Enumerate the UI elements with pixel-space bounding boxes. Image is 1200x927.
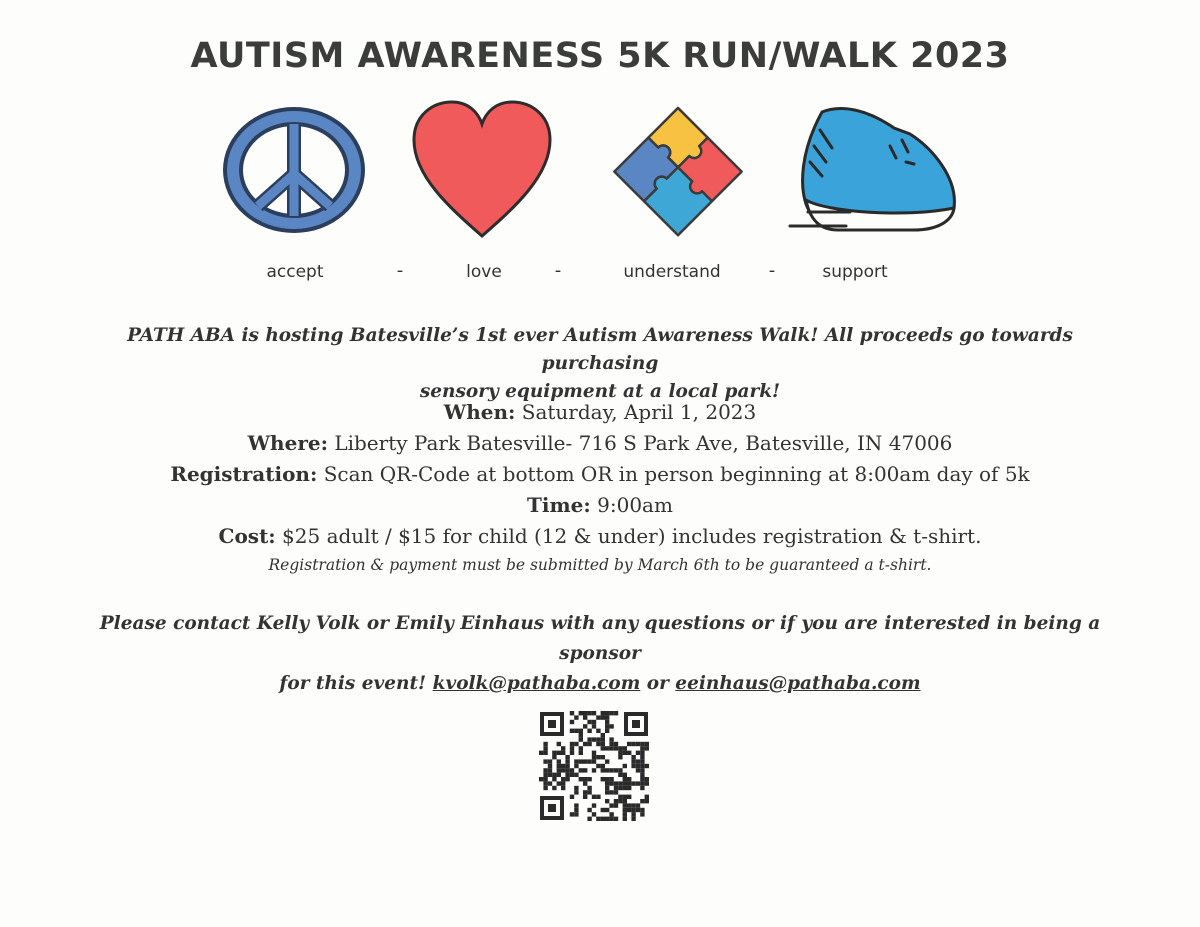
- qr-module: [543, 746, 547, 750]
- word-love: love: [466, 262, 502, 282]
- qr-module: [587, 720, 591, 724]
- qr-module: [623, 812, 627, 816]
- qr-module: [645, 777, 649, 781]
- qr-module: [640, 781, 644, 785]
- qr-module: [587, 729, 591, 733]
- registration-row: [60, 459, 1140, 490]
- event-details: [60, 397, 1140, 578]
- qr-module: [548, 764, 552, 768]
- contact-line: [80, 669, 1120, 699]
- qr-module: [627, 751, 631, 755]
- qr-module: [623, 764, 627, 768]
- qr-module: [592, 737, 596, 741]
- when-label: When:: [443, 400, 516, 424]
- qr-module: [623, 773, 627, 777]
- qr-module: [596, 795, 600, 799]
- qr-module: [557, 773, 561, 777]
- qr-module: [609, 812, 613, 816]
- heart-icon: [410, 100, 555, 240]
- qr-module: [557, 751, 561, 755]
- qr-module: [631, 759, 635, 763]
- qr-module: [605, 746, 609, 750]
- qr-module: [640, 764, 644, 768]
- qr-module: [579, 729, 583, 733]
- dash-separator: -: [396, 260, 404, 281]
- qr-module: [631, 742, 635, 746]
- qr-module: [565, 768, 569, 772]
- qr-module: [640, 755, 644, 759]
- qr-module: [596, 755, 600, 759]
- qr-module: [592, 795, 596, 799]
- qr-module: [614, 790, 618, 794]
- qr-module: [570, 795, 574, 799]
- qr-module: [579, 711, 583, 715]
- qr-module: [561, 777, 565, 781]
- qr-module: [601, 755, 605, 759]
- qr-module: [601, 742, 605, 746]
- qr-module: [574, 786, 578, 790]
- qr-module: [614, 711, 618, 715]
- qr-module: [623, 817, 627, 821]
- time-label: Time:: [527, 493, 591, 517]
- page-title: AUTISM AWARENESS 5K RUN/WALK 2023: [190, 36, 1010, 76]
- qr-module: [574, 803, 578, 807]
- qr-module: [561, 786, 565, 790]
- contact-paragraph: [80, 609, 1120, 699]
- registration-note: Registration & payment must be submitted by March 6th to be guaranteed a t-shirt.: [268, 556, 932, 574]
- qr-module: [640, 751, 644, 755]
- qr-module: [601, 737, 605, 741]
- contact-prefix: for this event!: [279, 673, 433, 694]
- qr-module: [583, 711, 587, 715]
- qr-module: [645, 781, 649, 785]
- qr-module: [596, 729, 600, 733]
- qr-module: [570, 720, 574, 724]
- qr-module: [609, 817, 613, 821]
- qr-module: [609, 781, 613, 785]
- qr-module: [623, 795, 627, 799]
- qr-module: [583, 724, 587, 728]
- qr-module: [552, 777, 556, 781]
- qr-module: [645, 764, 649, 768]
- qr-module: [592, 711, 596, 715]
- qr-module: [561, 751, 565, 755]
- qr-module: [548, 768, 552, 772]
- qr-module: [557, 768, 561, 772]
- word-understand: understand: [623, 262, 721, 282]
- qr-module: [631, 808, 635, 812]
- qr-module: [623, 751, 627, 755]
- qr-module: [640, 808, 644, 812]
- qr-module: [618, 768, 622, 772]
- qr-module: [640, 799, 644, 803]
- qr-module: [574, 759, 578, 763]
- qr-module: [583, 715, 587, 719]
- qr-module: [627, 742, 631, 746]
- qr-module: [570, 773, 574, 777]
- qr-module: [587, 786, 591, 790]
- qr-module: [614, 742, 618, 746]
- qr-module: [574, 808, 578, 812]
- where-value: Liberty Park Batesville- 716 S Park Ave, Batesville, IN 47006: [327, 431, 953, 455]
- qr-module: [587, 777, 591, 781]
- qr-module: [596, 742, 600, 746]
- qr-module: [570, 711, 574, 715]
- qr-module: [574, 812, 578, 816]
- qr-module: [601, 764, 605, 768]
- qr-module: [583, 777, 587, 781]
- qr-module: [574, 729, 578, 733]
- qr-module: [592, 755, 596, 759]
- qr-module: [609, 737, 613, 741]
- qr-module: [552, 751, 556, 755]
- qr-module: [587, 808, 591, 812]
- qr-module: [565, 759, 569, 763]
- peace-sign-icon: [218, 102, 370, 238]
- qr-module: [561, 764, 565, 768]
- qr-module: [614, 799, 618, 803]
- qr-module: [618, 755, 622, 759]
- intro-line: PATH ABA is hosting Batesville’s 1st ever Autism Awareness Walk! All proceeds go towards purchasing: [127, 325, 1073, 374]
- qr-module: [579, 733, 583, 737]
- qr-module: [605, 786, 609, 790]
- qr-module: [605, 724, 609, 728]
- qr-module: [587, 742, 591, 746]
- qr-module: [592, 768, 596, 772]
- qr-module: [570, 729, 574, 733]
- intro-line: sensory equipment at a local park!: [419, 381, 781, 402]
- qr-module: [579, 737, 583, 741]
- qr-module: [636, 781, 640, 785]
- qr-module: [570, 751, 574, 755]
- qr-module: [543, 768, 547, 772]
- where-row: [60, 428, 1140, 459]
- qr-module: [565, 755, 569, 759]
- qr-module: [640, 777, 644, 781]
- qr-module: [583, 781, 587, 785]
- qr-module: [627, 777, 631, 781]
- qr-module: [579, 768, 583, 772]
- qr-module: [565, 773, 569, 777]
- qr-module: [561, 768, 565, 772]
- qr-module: [557, 742, 561, 746]
- qr-module: [596, 737, 600, 741]
- qr-module: [561, 781, 565, 785]
- qr-module: [557, 764, 561, 768]
- qr-module: [623, 786, 627, 790]
- qr-module: [574, 715, 578, 719]
- qr-module: [605, 768, 609, 772]
- qr-module: [614, 803, 618, 807]
- qr-module: [636, 751, 640, 755]
- qr-module: [614, 817, 618, 821]
- intro-paragraph: [100, 322, 1100, 406]
- qr-module: [631, 817, 635, 821]
- qr-module: [605, 729, 609, 733]
- qr-module: [618, 773, 622, 777]
- qr-module: [640, 742, 644, 746]
- qr-module: [570, 812, 574, 816]
- qr-module: [601, 733, 605, 737]
- qr-module: [543, 759, 547, 763]
- qr-module: [596, 764, 600, 768]
- qr-module: [574, 742, 578, 746]
- qr-module: [636, 742, 640, 746]
- qr-module: [614, 768, 618, 772]
- qr-module: [561, 746, 565, 750]
- qr-module: [618, 746, 622, 750]
- contact-or: or: [640, 673, 676, 694]
- qr-module: [631, 803, 635, 807]
- qr-module: [636, 759, 640, 763]
- qr-module: [570, 746, 574, 750]
- qr-module: [592, 720, 596, 724]
- word-accept: accept: [266, 262, 324, 282]
- puzzle-pieces-icon: [602, 104, 754, 242]
- qr-module: [640, 768, 644, 772]
- qr-module: [570, 768, 574, 772]
- qr-module: [592, 751, 596, 755]
- qr-module: [605, 715, 609, 719]
- qr-module: [570, 742, 574, 746]
- qr-module: [539, 751, 543, 755]
- where-label: Where:: [247, 431, 328, 455]
- qr-module: [587, 711, 591, 715]
- qr-module: [640, 812, 644, 816]
- qr-module: [601, 777, 605, 781]
- time-row: [60, 490, 1140, 521]
- qr-module: [640, 786, 644, 790]
- qr-module: [543, 773, 547, 777]
- qr-module: [543, 781, 547, 785]
- qr-module: [583, 795, 587, 799]
- cost-label: Cost:: [218, 524, 276, 548]
- qr-module: [640, 773, 644, 777]
- qr-module: [609, 803, 613, 807]
- qr-module: [605, 790, 609, 794]
- qr-module: [574, 773, 578, 777]
- qr-module: [623, 777, 627, 781]
- qr-module: [605, 781, 609, 785]
- qr-module: [574, 790, 578, 794]
- qr-module: [548, 759, 552, 763]
- contact-line: Please contact Kelly Volk or Emily Einhaus with any questions or if you are interested in being a sponsor: [99, 613, 1101, 664]
- qr-module: [645, 799, 649, 803]
- qr-module: [543, 751, 547, 755]
- dash-separator: -: [554, 260, 562, 281]
- qr-module: [636, 768, 640, 772]
- registration-label: Registration:: [170, 462, 318, 486]
- qr-module: [631, 812, 635, 816]
- qr-module: [631, 764, 635, 768]
- icon-row: [0, 96, 1200, 296]
- qr-module: [552, 755, 556, 759]
- qr-code[interactable]: [539, 711, 649, 821]
- cost-row: [60, 521, 1140, 552]
- qr-module: [609, 724, 613, 728]
- word-support: support: [822, 262, 888, 282]
- when-row: [60, 397, 1140, 428]
- qr-module: [627, 781, 631, 785]
- qr-module: [645, 746, 649, 750]
- qr-module: [627, 795, 631, 799]
- qr-module: [601, 768, 605, 772]
- qr-module: [627, 786, 631, 790]
- qr-module: [583, 759, 587, 763]
- dash-separator: -: [768, 260, 776, 281]
- qr-module: [605, 777, 609, 781]
- qr-module: [631, 781, 635, 785]
- qr-module: [609, 742, 613, 746]
- qr-module: [609, 711, 613, 715]
- qr-module: [609, 768, 613, 772]
- qr-module: [596, 715, 600, 719]
- qr-module: [596, 817, 600, 821]
- qr-module: [539, 777, 543, 781]
- cost-value: $25 adult / $15 for child (12 & under) includes registration & t-shirt.: [275, 524, 982, 548]
- qr-module: [609, 777, 613, 781]
- qr-module: [640, 746, 644, 750]
- qr-module: [640, 759, 644, 763]
- qr-module: [645, 795, 649, 799]
- qr-module: [583, 742, 587, 746]
- email-link-eeinhaus[interactable]: eeinhaus@pathaba.com: [675, 673, 921, 694]
- qr-module: [601, 711, 605, 715]
- qr-module: [592, 803, 596, 807]
- qr-module: [623, 781, 627, 785]
- qr-module: [623, 808, 627, 812]
- qr-module: [636, 808, 640, 812]
- qr-module: [583, 768, 587, 772]
- qr-module: [614, 781, 618, 785]
- qr-module: [579, 759, 583, 763]
- qr-module: [627, 803, 631, 807]
- qr-module: [605, 817, 609, 821]
- qr-module: [565, 764, 569, 768]
- qr-module: [609, 790, 613, 794]
- when-value: Saturday, April 1, 2023: [515, 400, 757, 424]
- registration-value: Scan QR-Code at bottom OR in person beginning at 8:00am day of 5k: [317, 462, 1030, 486]
- qr-module: [636, 764, 640, 768]
- qr-module: [618, 786, 622, 790]
- qr-module: [623, 799, 627, 803]
- running-shoe-icon: [786, 100, 966, 242]
- qr-module: [601, 808, 605, 812]
- qr-module: [587, 759, 591, 763]
- qr-module: [618, 781, 622, 785]
- qr-module: [587, 737, 591, 741]
- qr-module: [618, 799, 622, 803]
- qr-module: [592, 812, 596, 816]
- qr-module: [548, 781, 552, 785]
- qr-module: [543, 777, 547, 781]
- qr-module: [565, 777, 569, 781]
- qr-module: [583, 790, 587, 794]
- qr-module: [614, 746, 618, 750]
- qr-module: [579, 777, 583, 781]
- qr-module: [618, 795, 622, 799]
- qr-module: [557, 781, 561, 785]
- qr-module: [543, 786, 547, 790]
- qr-module: [609, 746, 613, 750]
- qr-module: [623, 803, 627, 807]
- qr-module: [601, 817, 605, 821]
- qr-module: [605, 808, 609, 812]
- qr-module: [601, 746, 605, 750]
- qr-module: [618, 751, 622, 755]
- qr-module: [557, 759, 561, 763]
- qr-module: [627, 808, 631, 812]
- qr-module: [579, 746, 583, 750]
- qr-module: [614, 786, 618, 790]
- qr-module: [587, 817, 591, 821]
- qr-module: [574, 764, 578, 768]
- email-link-kvolk[interactable]: kvolk@pathaba.com: [432, 673, 641, 694]
- qr-module: [592, 724, 596, 728]
- qr-module: [605, 799, 609, 803]
- qr-module: [645, 742, 649, 746]
- qr-module: [605, 711, 609, 715]
- qr-module: [548, 773, 552, 777]
- time-value: 9:00am: [590, 493, 673, 517]
- qr-module: [543, 742, 547, 746]
- qr-module: [587, 790, 591, 794]
- qr-module: [552, 786, 556, 790]
- qr-module: [605, 759, 609, 763]
- qr-module: [605, 720, 609, 724]
- qr-module: [579, 751, 583, 755]
- qr-module: [592, 759, 596, 763]
- qr-module: [631, 755, 635, 759]
- qr-module: [623, 746, 627, 750]
- qr-module: [601, 715, 605, 719]
- qr-module: [552, 773, 556, 777]
- qr-module: [636, 803, 640, 807]
